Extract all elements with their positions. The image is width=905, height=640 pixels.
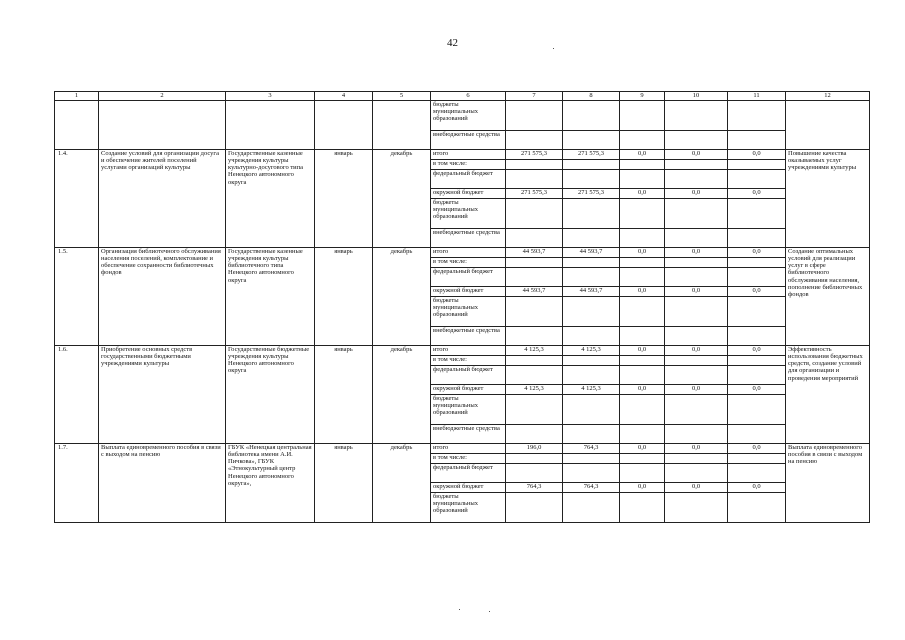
header-cell: 11: [728, 92, 786, 101]
scan-speck: [489, 611, 490, 612]
funding-source-cell: окружной бюджет: [431, 385, 506, 395]
value-cell: [665, 425, 728, 444]
scan-speck: [459, 609, 460, 610]
value-cell: [665, 258, 728, 268]
value-cell: [620, 268, 665, 287]
value-cell: [728, 229, 786, 248]
value-cell: [665, 268, 728, 287]
value-cell: [665, 464, 728, 483]
scan-speck: [553, 48, 554, 49]
value-cell: [506, 101, 563, 131]
value-cell: [665, 366, 728, 385]
header-cell: 8: [563, 92, 620, 101]
header-cell: 9: [620, 92, 665, 101]
funding-source-cell: окружной бюджет: [431, 189, 506, 199]
value-cell: [506, 425, 563, 444]
value-cell: 0,0: [620, 189, 665, 199]
value-cell: [563, 101, 620, 131]
value-cell: 0,0: [665, 385, 728, 395]
value-cell: [563, 366, 620, 385]
value-cell: [506, 170, 563, 189]
funding-source-cell: федеральный бюджет: [431, 268, 506, 287]
row-number-cell: 1.7.: [55, 444, 99, 523]
value-cell: [665, 395, 728, 425]
header-cell: 7: [506, 92, 563, 101]
start-month-cell: январь: [315, 150, 373, 248]
funding-source-cell: внебюджетные средства: [431, 131, 506, 150]
end-month-cell: декабрь: [373, 444, 431, 523]
value-cell: [728, 268, 786, 287]
funding-source-cell: бюджеты муниципальных образований: [431, 395, 506, 425]
value-cell: [728, 395, 786, 425]
value-cell: 44 593,7: [563, 248, 620, 258]
value-cell: [620, 297, 665, 327]
executor-cell: Государственные казенные учреждения культуры культурно-досугового типа Ненецкого автономного округа: [226, 150, 315, 248]
value-cell: [563, 131, 620, 150]
expected-result-cell: Повышение качества оказываемых услуг учреждениями культуры: [786, 150, 870, 248]
value-cell: 0,0: [728, 189, 786, 199]
header-row: [55, 92, 870, 101]
value-cell: [506, 258, 563, 268]
activity-name-cell: Создание условий для организации досуга и обеспечение жителей поселений услугами организаций культуры: [99, 150, 226, 248]
empty-cell: [226, 101, 315, 150]
empty-cell: [373, 101, 431, 150]
value-cell: [563, 199, 620, 229]
value-cell: 0,0: [728, 444, 786, 454]
value-cell: [728, 170, 786, 189]
header-cell: 6: [431, 92, 506, 101]
value-cell: 0,0: [665, 346, 728, 356]
header-cell: 3: [226, 92, 315, 101]
value-cell: [665, 493, 728, 523]
value-cell: [728, 199, 786, 229]
value-cell: [665, 297, 728, 327]
funding-source-cell: бюджеты муниципальных образований: [431, 493, 506, 523]
funding-source-cell: внебюджетные средства: [431, 229, 506, 248]
value-cell: 4 125,3: [563, 346, 620, 356]
value-cell: 0,0: [665, 150, 728, 160]
value-cell: [563, 297, 620, 327]
value-cell: 0,0: [728, 248, 786, 258]
value-cell: [620, 454, 665, 464]
value-cell: 271 575,3: [563, 189, 620, 199]
end-month-cell: декабрь: [373, 248, 431, 346]
value-cell: 0,0: [620, 346, 665, 356]
value-cell: [506, 327, 563, 346]
value-cell: [506, 366, 563, 385]
row-number-cell: 1.4.: [55, 150, 99, 248]
value-cell: [728, 366, 786, 385]
header-cell: 5: [373, 92, 431, 101]
value-cell: [563, 229, 620, 248]
value-cell: [563, 268, 620, 287]
value-cell: [728, 425, 786, 444]
value-cell: [728, 160, 786, 170]
value-cell: [506, 464, 563, 483]
funding-source-cell: федеральный бюджет: [431, 366, 506, 385]
table-row: [55, 101, 870, 131]
value-cell: [563, 356, 620, 366]
value-cell: [620, 258, 665, 268]
executor-cell: Государственные казенные учреждения культуры библиотечного типа Ненецкого автономного округа: [226, 248, 315, 346]
activity-name-cell: Организация библиотечного обслуживания населения поселений, комплектование и обеспечение сохранности библиотечных фондов: [99, 248, 226, 346]
empty-cell: [315, 101, 373, 150]
header-cell: 10: [665, 92, 728, 101]
executor-cell: Государственные бюджетные учреждения культуры Ненецкого автономного округа: [226, 346, 315, 444]
funding-source-cell: окружной бюджет: [431, 483, 506, 493]
end-month-cell: декабрь: [373, 150, 431, 248]
value-cell: 196,0: [506, 444, 563, 454]
value-cell: 0,0: [728, 346, 786, 356]
value-cell: 44 593,7: [506, 287, 563, 297]
value-cell: [506, 229, 563, 248]
value-cell: [563, 327, 620, 346]
value-cell: [728, 454, 786, 464]
start-month-cell: январь: [315, 444, 373, 523]
value-cell: [728, 297, 786, 327]
header-cell: 4: [315, 92, 373, 101]
header-cell: 2: [99, 92, 226, 101]
header-cell: 12: [786, 92, 870, 101]
funding-source-cell: внебюджетные средства: [431, 425, 506, 444]
value-cell: [728, 258, 786, 268]
funding-source-cell: федеральный бюджет: [431, 464, 506, 483]
value-cell: 764,3: [563, 444, 620, 454]
value-cell: [563, 170, 620, 189]
value-cell: 0,0: [665, 483, 728, 493]
value-cell: [506, 356, 563, 366]
end-month-cell: декабрь: [373, 346, 431, 444]
funding-source-cell: в том числе:: [431, 258, 506, 268]
value-cell: [506, 131, 563, 150]
value-cell: 0,0: [620, 483, 665, 493]
value-cell: [506, 160, 563, 170]
value-cell: [620, 160, 665, 170]
funding-source-cell: бюджеты муниципальных образований: [431, 199, 506, 229]
value-cell: 271 575,3: [506, 150, 563, 160]
value-cell: [665, 229, 728, 248]
value-cell: [506, 454, 563, 464]
expected-result-cell: Создание оптимальных условий для реализации услуг в сфере библиотечного обслуживания населения, пополнение библиотечных фондов: [786, 248, 870, 346]
value-cell: [665, 101, 728, 131]
funding-source-cell: в том числе:: [431, 160, 506, 170]
value-cell: 764,3: [563, 483, 620, 493]
value-cell: [728, 464, 786, 483]
value-cell: [728, 131, 786, 150]
table-row: [55, 248, 870, 258]
value-cell: [665, 199, 728, 229]
value-cell: [665, 454, 728, 464]
value-cell: [620, 101, 665, 131]
funding-source-cell: внебюджетные средства: [431, 327, 506, 346]
value-cell: [665, 327, 728, 346]
value-cell: [563, 425, 620, 444]
value-cell: [563, 395, 620, 425]
value-cell: [620, 229, 665, 248]
value-cell: [506, 268, 563, 287]
value-cell: [620, 464, 665, 483]
value-cell: 4 125,3: [506, 385, 563, 395]
activity-name-cell: Приобретение основных средств государственными бюджетными учреждениями культуры: [99, 346, 226, 444]
value-cell: 0,0: [620, 287, 665, 297]
start-month-cell: январь: [315, 248, 373, 346]
value-cell: [728, 327, 786, 346]
value-cell: [506, 395, 563, 425]
value-cell: 0,0: [728, 385, 786, 395]
empty-cell: [786, 101, 870, 150]
value-cell: [728, 101, 786, 131]
funding-source-cell: итого: [431, 346, 506, 356]
table-row: [55, 150, 870, 160]
row-number-cell: 1.6.: [55, 346, 99, 444]
value-cell: [563, 464, 620, 483]
expected-result-cell: Эффективность использования бюджетных средств, создание условий для организации и проведения мероприятий: [786, 346, 870, 444]
value-cell: [665, 356, 728, 366]
funding-source-cell: федеральный бюджет: [431, 170, 506, 189]
value-cell: 271 575,3: [563, 150, 620, 160]
value-cell: [728, 493, 786, 523]
row-number-cell: 1.5.: [55, 248, 99, 346]
header-cell: 1: [55, 92, 99, 101]
executor-cell: ГБУК «Ненецкая центральная библиотека имени А.И. Пичкова», ГБУК «Этнокультурный центр Ненецкого автономного округа»,: [226, 444, 315, 523]
funding-source-cell: в том числе:: [431, 356, 506, 366]
value-cell: [620, 199, 665, 229]
value-cell: [620, 395, 665, 425]
funding-source-cell: итого: [431, 150, 506, 160]
value-cell: 0,0: [620, 248, 665, 258]
table-row: [55, 346, 870, 356]
start-month-cell: январь: [315, 346, 373, 444]
value-cell: 271 575,3: [506, 189, 563, 199]
value-cell: 0,0: [665, 287, 728, 297]
value-cell: [620, 327, 665, 346]
activity-name-cell: Выплата единовременного пособия в связи с выходом на пенсию: [99, 444, 226, 523]
funding-source-cell: бюджеты муниципальных образований: [431, 297, 506, 327]
value-cell: 0,0: [665, 248, 728, 258]
value-cell: [620, 425, 665, 444]
funding-source-cell: итого: [431, 248, 506, 258]
empty-cell: [55, 101, 99, 150]
value-cell: [506, 199, 563, 229]
value-cell: 4 125,3: [563, 385, 620, 395]
value-cell: [665, 131, 728, 150]
table-row: [55, 444, 870, 454]
value-cell: [665, 160, 728, 170]
value-cell: 0,0: [620, 385, 665, 395]
value-cell: [506, 297, 563, 327]
value-cell: [563, 258, 620, 268]
budget-table: [54, 91, 870, 523]
empty-cell: [99, 101, 226, 150]
funding-source-cell: бюджеты муниципальных образований: [431, 101, 506, 131]
value-cell: [620, 366, 665, 385]
value-cell: 764,3: [506, 483, 563, 493]
page-number: 42: [447, 37, 458, 49]
value-cell: 0,0: [620, 444, 665, 454]
value-cell: 0,0: [620, 150, 665, 160]
value-cell: [728, 356, 786, 366]
value-cell: [665, 170, 728, 189]
expected-result-cell: Выплата единовременного пособия в связи с выходом на пенсию: [786, 444, 870, 523]
value-cell: 0,0: [728, 483, 786, 493]
funding-source-cell: итого: [431, 444, 506, 454]
value-cell: 0,0: [728, 150, 786, 160]
value-cell: [563, 454, 620, 464]
funding-source-cell: в том числе:: [431, 454, 506, 464]
value-cell: [620, 131, 665, 150]
value-cell: [620, 356, 665, 366]
value-cell: 4 125,3: [506, 346, 563, 356]
funding-source-cell: окружной бюджет: [431, 287, 506, 297]
value-cell: [506, 493, 563, 523]
value-cell: 0,0: [665, 444, 728, 454]
value-cell: [563, 493, 620, 523]
value-cell: 44 593,7: [506, 248, 563, 258]
value-cell: [620, 170, 665, 189]
value-cell: [620, 493, 665, 523]
value-cell: 0,0: [665, 189, 728, 199]
value-cell: 0,0: [728, 287, 786, 297]
value-cell: 44 593,7: [563, 287, 620, 297]
value-cell: [563, 160, 620, 170]
